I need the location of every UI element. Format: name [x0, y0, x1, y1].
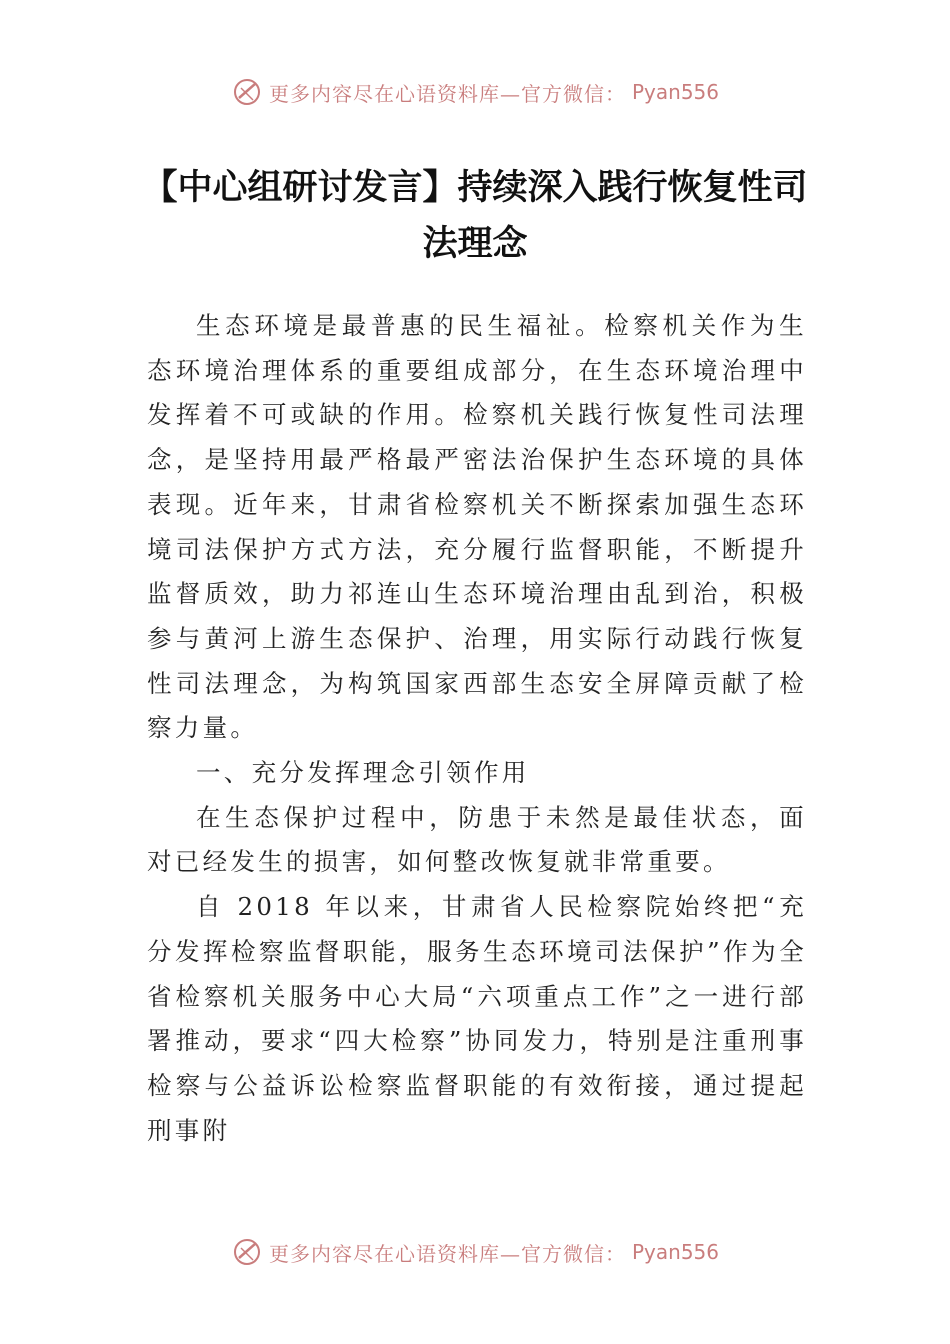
section-heading: 一、充分发挥理念引领作用 [196, 758, 530, 788]
paragraph: 自 2018 年以来，甘肃省人民检察院始终把“充分发挥检察监督职能，服务生态环境司法保护”作为全省检察机关服务中心大局“六项重点工作”之一进行部署推动，要求“四大检察”协同发力，特别是注重刑事检察与公益诉讼检察监督职能的有效衔接，通过提起刑事附 [147, 892, 807, 1145]
stamp-logo-icon [231, 1236, 263, 1268]
stamp-logo-icon [231, 76, 263, 108]
watermark-id: Pyan556 [631, 1240, 719, 1264]
paragraph: 在生态保护过程中，防患于未然是最佳状态，面对已经发生的损害，如何整改恢复就非常重要。 [147, 802, 807, 877]
document-body [147, 304, 807, 1153]
watermark-text: 更多内容尽在心语资料库—官方微信： [268, 81, 626, 106]
document-title: 【中心组研讨发言】持续深入践行恢复性司法理念 [142, 168, 808, 264]
header-watermark [0, 74, 950, 110]
paragraph: 生态环境是最普惠的民生福祉。检察机关作为生态环境治理体系的重要组成部分，在生态环境治理中发挥着不可或缺的作用。检察机关践行恢复性司法理念，是坚持用最严格最严密法治保护生态环境的具体表现。近年来，甘肃省检察机关不断探索加强生态环境司法保护方式方法，充分履行监督职能，不断提升监督质效，助力祁连山生态环境治理由乱到治，积极参与黄河上游生态保护、治理，用实际行动践行恢复性司法理念，为构筑国家西部生态安全屏障贡献了检察力量。 [147, 311, 807, 743]
watermark-id: Pyan556 [631, 80, 719, 104]
footer-watermark [0, 1234, 950, 1270]
watermark-text: 更多内容尽在心语资料库—官方微信： [268, 1241, 626, 1266]
